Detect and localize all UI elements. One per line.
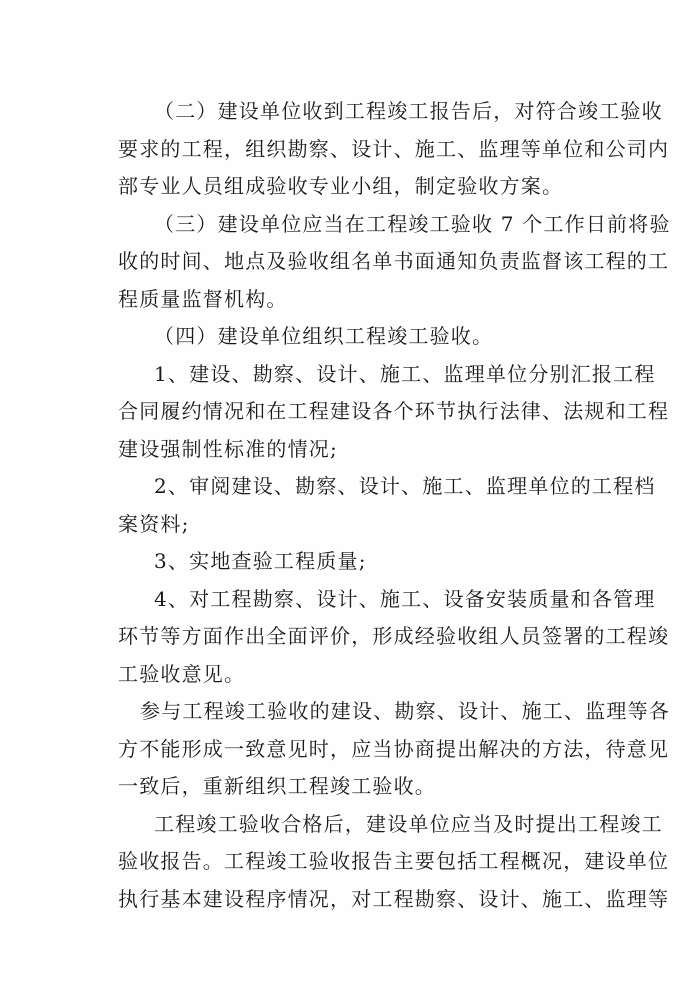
text-line: 一致后，重新组织工程竣工验收。: [118, 774, 436, 798]
text-line: 执行基本建设程序情况，对工程勘察、设计、施工、监理等: [118, 886, 670, 911]
paragraph-section-3: [118, 206, 671, 319]
text-line: 合同履约情况和在工程建设各个环节执行法律、法规和工程: [118, 399, 670, 423]
text-line: 要求的工程，组织勘察、设计、施工、监理等单位和公司内: [118, 136, 670, 161]
paragraph-item-1: [118, 356, 670, 469]
text-line: 收的时间、地点及验收组名单书面通知负责监督该工程的工: [118, 249, 670, 273]
paragraph-section-4: [118, 318, 602, 356]
paragraph-acceptance-report: [118, 806, 670, 919]
text-line: 2、审阅建设、勘察、设计、施工、监理单位的工程档: [154, 474, 656, 498]
text-line: 3、实地查验工程质量;: [154, 549, 367, 573]
text-line: （二）建设单位收到工程竣工报告后，对符合竣工验收: [154, 99, 663, 123]
text-line: （三）建设单位应当在工程竣工验收 7 个工作日前将验: [154, 211, 671, 236]
text-line: 工程竣工验收合格后，建设单位应当及时提出工程竣工: [154, 811, 663, 836]
text-line: 验收报告。工程竣工验收报告主要包括工程概况，建设单位: [118, 849, 670, 873]
text-line: 案资料;: [118, 511, 190, 536]
text-line: 部专业人员组成验收专业小组，制定验收方案。: [118, 174, 564, 198]
paragraph-section-2: [118, 93, 670, 206]
text-line: 1、建设、勘察、设计、施工、监理单位分别汇报工程: [154, 361, 656, 386]
text-line: 环节等方面作出全面评价，形成经验收组人员签署的工程竣: [118, 624, 670, 648]
text-line: 方不能形成一致意见时，应当协商提出解决的方法，待意见: [118, 736, 670, 761]
paragraph-item-3: [118, 543, 602, 581]
text-line: （四）建设单位组织工程竣工验收。: [154, 324, 494, 348]
paragraph-item-4: [118, 581, 670, 694]
document-body: [118, 93, 671, 918]
text-line: 建设强制性标准的情况;: [118, 436, 338, 461]
text-line: 工验收意见。: [118, 661, 246, 686]
paragraph-item-2: [118, 468, 656, 543]
text-line: 程质量监督机构。: [118, 286, 288, 311]
text-line: 参与工程竣工验收的建设、勘察、设计、施工、监理等各: [140, 699, 670, 723]
text-line: 4、对工程勘察、设计、施工、设备安装质量和各管理: [154, 586, 656, 611]
paragraph-disagreement: [118, 693, 670, 806]
